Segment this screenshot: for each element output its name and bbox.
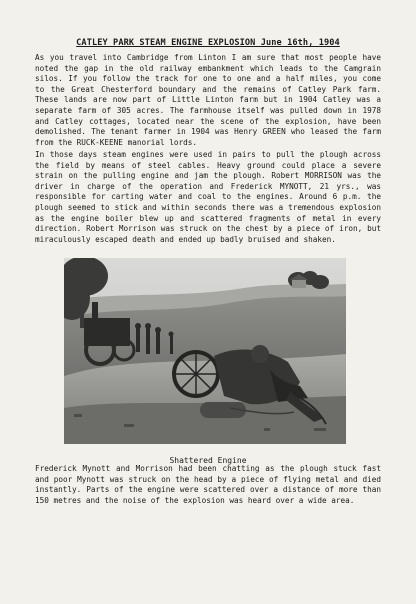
photo-caption: Shattered Engine [169, 456, 247, 465]
paragraph-aftermath: Frederick Mynott and Morrison had been chatting as the plough stuck fast and poor Mynott was struck on the head by a piece of flying metal and died instantly. Parts of the engine were scattered over a distance of more than 150 metres and the noise of the explosion was heard over a wide area. [35, 464, 381, 505]
paragraph-explosion: In those days steam engines were used in pairs to pull the plough across the field by means of steel cables. Heavy ground could place a severe strain on the pulling engine and jam the plough. Robert MORRISON was the driver in charge of the operation and Frederick MYNOTT, 21 yrs., was responsible for carting water and coal to the engines. Around 6 p.m. the plough seemed to stick and within seconds there was a tremendous explosion as the engine boiler blew up and scattered fragments of metal in every direction. Robert Morrison was struck on the chest by a piece of iron, but miraculously escaped death and ended up badly bruised and shaken. [35, 150, 381, 244]
page-title: CATLEY PARK STEAM ENGINE EXPLOSION June 16th, 1904 [76, 38, 340, 48]
engine-photo [64, 258, 346, 444]
paragraph-intro: As you travel into Cambridge from Linton I am sure that most people have noted the gap in the old railway embankment which leads to the Camgrain silos. If you follow the track for one to one and a half miles, you come to the Great Chesterford boundary and the remains of Catley Park farm. These lands are now part of Little Linton farm but in 1904 Catley was a separate farm of 305 acres. The farmhouse itself was pulled down in 1978 and Catley cottages, located near the scene of the explosion, have been demolished. The tenant farmer in 1904 was Henry GREEN who leased the farm from the RUCK-KEENE manorial lords. [35, 53, 381, 147]
